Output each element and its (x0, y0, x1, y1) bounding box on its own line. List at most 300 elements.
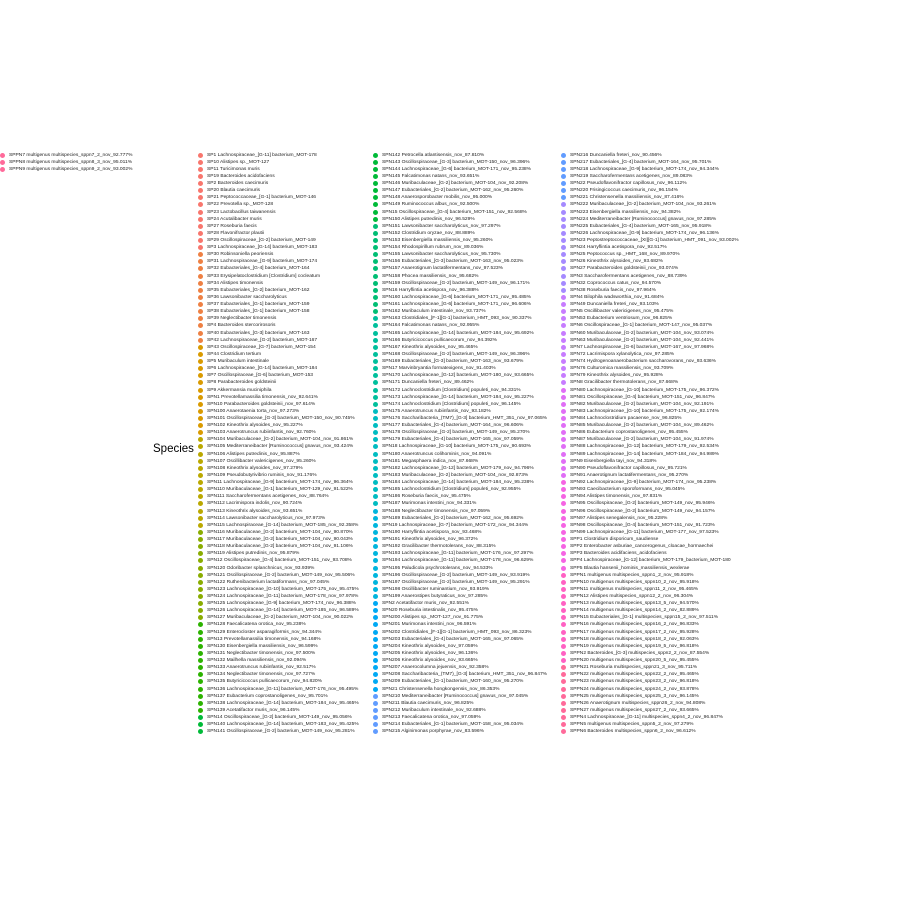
legend-item-label: SPN87 Muribaculaceae_[G-2] bacterium_MOT-104_nov_91.974% (570, 437, 714, 443)
legend-item-label: SPN143 Oscillospiraceae_[G-3] bacterium_MOT-150_nov_96.396% (382, 159, 530, 165)
legend-item (373, 294, 531, 301)
legend-item (373, 308, 486, 315)
legend-key-dot (373, 608, 378, 613)
legend-item (373, 365, 496, 372)
legend-item-label: SPN119 Alistipes putredinis_nov_95.879% (207, 551, 300, 557)
legend-item (198, 152, 317, 159)
legend-item-label: SP3 Lachnospiraceae_[G-14] bacterium_MOT-183 (207, 245, 318, 251)
legend-key-dot (373, 544, 378, 549)
legend-item-label: SPN82 Muribaculaceae_[G-2] bacterium_MOT-104_nov_92.191% (570, 401, 714, 407)
legend-item (373, 728, 484, 735)
legend-key-dot (198, 160, 203, 165)
legend-item (198, 643, 318, 650)
legend-item-label: SPN173 Lachnospiraceae_[G-14] bacterium_MOT-184_nov_95.227% (382, 394, 534, 400)
legend-item (198, 386, 271, 393)
legend-key-dot (373, 274, 378, 279)
legend-item (561, 251, 680, 258)
legend-item (373, 536, 478, 543)
legend-item (373, 287, 479, 294)
legend-key-dot (561, 224, 566, 229)
legend-key-dot (198, 202, 203, 207)
legend-key-dot (373, 373, 378, 378)
legend-key-dot (198, 210, 203, 215)
legend-key-dot (561, 687, 566, 692)
legend-item-label: SP31 Lachnospiraceae_[G-9] bacterium_MOT-174 (207, 259, 318, 265)
legend-item-label: SPN131 Neglectibacter timonensis_nov_97.500% (207, 650, 316, 656)
legend-item (561, 258, 663, 265)
legend-item-label: SPN167 Kineothrix alysoides_nov_95.465% (382, 344, 478, 350)
legend-item-label: SPN112 Lacrimispora indolis_nov_90.724% (207, 501, 303, 507)
legend-item-label: SPN129 Enterocloster asparagiformis_nov_94.344% (207, 629, 322, 635)
legend-key-dot (373, 715, 378, 720)
legend-item-label: SPPN7 multigenus multispecies_sppn7_2_nov_92.777% (9, 152, 133, 158)
legend-item-label: SPN89 Lachnospiraceae_[G-14] bacterium_MOT-184_nov_94.989% (570, 451, 719, 457)
legend-item-label: SPN18 Lachnospiraceae_[G-10] bacterium_MOT-175_nov_90.693% (382, 444, 531, 450)
legend-key-dot (198, 153, 203, 158)
legend-key-dot (373, 444, 378, 449)
legend-item (373, 600, 469, 607)
legend-item (561, 614, 718, 621)
legend-key-dot (198, 658, 203, 663)
legend-key-dot (198, 402, 203, 407)
legend-item (198, 621, 306, 628)
legend-item (198, 201, 273, 208)
legend-key-dot (561, 323, 566, 328)
legend-item-label: SPN213 Faecalicatena orotica_nov_97.059% (382, 715, 481, 721)
legend-key-dot (561, 444, 566, 449)
legend-item-label: SPN21 Christensenella hongkongensis_nov_86.353% (382, 686, 500, 692)
legend-item (373, 244, 483, 251)
legend-item-label: SPN20 Roseburia intestinalis_nov_95.475% (382, 608, 478, 614)
legend-key-dot (373, 323, 378, 328)
legend-item (198, 365, 317, 372)
legend-item (198, 678, 322, 685)
legend-item (373, 693, 528, 700)
legend-item (198, 529, 353, 536)
legend-item-label: SPN93 Caecibacterium sporoformans_nov_95.045% (570, 487, 685, 493)
legend-item-label: SPN224 Mediterraneibacter [Ruminococcus] gnavus_nov_97.285% (570, 216, 717, 222)
legend-key-dot (198, 679, 203, 684)
legend-item-label: SP22 Prevotella sp._MOT-128 (207, 202, 274, 208)
legend-item (561, 700, 705, 707)
legend-key-dot (561, 437, 566, 442)
legend-key-dot (198, 487, 203, 492)
legend-item (373, 429, 530, 436)
legend-item-label: SPN191 Kineothrix alysoides_nov_96.372% (382, 537, 478, 543)
legend-item-label: SPN180 Anaerotruncus colihominis_nov_94.091% (382, 451, 492, 457)
legend-key-dot (198, 274, 203, 279)
legend-item (373, 273, 479, 280)
legend-item-label: SPN225 Eubacteriales_[G-4] bacterium_MOT-165_nov_95.918% (570, 223, 712, 229)
legend-key-dot (198, 217, 203, 222)
legend-item-label: SPN126 Lachnospiraceae_[G-14] bacterium_MOT-185_nov_96.589% (207, 608, 359, 614)
legend-item-label: SPN185 Lachnoclostridium [Clostridium] populeti_nov_92.955% (382, 487, 521, 493)
legend-key-dot (561, 366, 566, 371)
legend-item-label: SPN136 Lachnospiraceae_[G-11] bacterium_MOT-176_nov_95.495% (207, 686, 359, 692)
legend-item (561, 443, 719, 450)
legend-item (561, 451, 719, 458)
legend-key-dot (198, 409, 203, 414)
legend-item (198, 223, 257, 230)
legend-key-dot (561, 423, 566, 428)
legend-item (373, 493, 471, 500)
legend-item (198, 287, 309, 294)
legend-item (373, 394, 534, 401)
legend-item (198, 372, 313, 379)
legend-item-label: SPN1 Prevotellamassilia timonensis_nov_92.641% (207, 394, 318, 400)
legend-item (561, 386, 719, 393)
legend-key-dot (373, 516, 378, 521)
legend-key-dot (198, 516, 203, 521)
legend-key-dot (561, 352, 566, 357)
legend-item (373, 251, 501, 258)
legend-item (198, 436, 353, 443)
legend-item (373, 707, 486, 714)
legend-item-label: SP6 Lachnospiraceae_[G-14] bacterium_MOT-184 (207, 366, 318, 372)
legend-item (198, 451, 300, 458)
legend-item-label: SPN148 Anaerosporobacter mobilis_nov_95.000% (382, 195, 493, 201)
legend-key-dot (198, 380, 203, 385)
legend-item-label: SPN32 Coprococcus catus_nov_94.570% (570, 280, 662, 286)
legend-item (373, 372, 534, 379)
legend-key-dot (373, 587, 378, 592)
legend-item-label: SPN135 Butyricicoccus pullicaecorum_nov_94.820% (207, 679, 322, 685)
legend-item-label: SPP3 Bacteroides acidifaciens_acidofaciens (570, 551, 667, 557)
legend-key-dot (561, 715, 566, 720)
legend-item (561, 216, 716, 223)
legend-key-dot (561, 345, 566, 350)
legend-item (561, 273, 687, 280)
legend-key-dot (373, 409, 378, 414)
legend-item-label: SPN106 Alistipes putredinis_nov_95.887% (207, 451, 300, 457)
legend-key-dot (198, 708, 203, 713)
legend-key-dot (373, 188, 378, 193)
legend-key-dot (198, 395, 203, 400)
legend-item-label: SPPN9 multigenus multispecies_sppn9_2_nov_93.002% (9, 166, 133, 172)
legend-item (561, 564, 689, 571)
legend-item (373, 436, 523, 443)
legend-item (561, 372, 663, 379)
legend-item-label: SPN110 Muribaculaceae_[G-1] bacterium_MOT-129_nov_91.522% (207, 487, 353, 493)
legend-item (561, 607, 699, 614)
legend-key-dot (373, 672, 378, 677)
legend-item-label: SPN184 Lachnospiraceae_[G-14] bacterium_MOT-184_nov_95.238% (382, 480, 534, 486)
legend-item-label: SPN205 Kineothrix alysoides_nov_96.136% (382, 650, 478, 656)
legend-key-dot (373, 601, 378, 606)
legend-item-label: SP32 Eubacteriales_[G-4] bacterium_MOT-164 (207, 266, 310, 272)
legend-item-label: SPN176 Saccharibacteria_(TM7)_[G-3] bacterium_HMT_351_nov_97.065% (382, 415, 548, 421)
legend-key-dot (198, 615, 203, 620)
legend-item-label: SPPN5 multigenus multispecies_sppn5_2_nov_97.279% (570, 722, 694, 728)
legend-key-dot (373, 245, 378, 250)
legend-item-label: SPN168 Oscillospiraceae_[G-2] bacterium_MOT-149_nov_96.396% (382, 351, 530, 357)
legend-item-label: SPN85 Muribaculaceae_[G-2] bacterium_MOT-104_nov_89.462% (570, 423, 714, 429)
legend-key-dot (561, 259, 566, 264)
legend-item-label: SPN179 Eubacteriales_[G-4] bacterium_MOT-165_nov_97.059% (382, 437, 524, 443)
legend-key-dot (373, 630, 378, 635)
legend-key-dot (198, 423, 203, 428)
legend-key-dot (373, 480, 378, 485)
legend-item-label: SPPN11 multigenus multispecies_sppn11_2_nov_95.465% (570, 586, 699, 592)
legend-key-dot (561, 466, 566, 471)
legend-item-label: SP29 Oscillospiraceae_[G-2] bacterium_MOT-149 (207, 237, 316, 243)
legend-item-label: SPPN22 multigenus multispecies_sppn22_2_nov_95.465% (570, 672, 699, 678)
legend-key-dot (198, 672, 203, 677)
legend-item-label: SPPN13 multigenus multispecies_sppn13_5_nov_94.570% (570, 601, 699, 607)
legend-item-label: SPN111 Saccharofermentans acetigenes_nov_88.764% (207, 494, 329, 500)
legend-key-dot (561, 210, 566, 215)
legend-item (561, 379, 678, 386)
legend-item (561, 629, 699, 636)
legend-key-dot (373, 259, 378, 264)
legend-item-label: SP30 Robinsoniella peoriensis (207, 252, 274, 258)
legend-item (198, 465, 303, 472)
legend-item-label: SPN63 Muribaculaceae_[G-2] bacterium_MOT-104_nov_92.441% (570, 337, 714, 343)
legend-item (198, 394, 318, 401)
legend-item-label: SPPN12 Alistipes multispecies_sppn12_2_nov_96.304% (570, 593, 694, 599)
legend-item-label: SPN139 Acetatifactor muris_nov_96.145% (207, 707, 300, 713)
legend-item (198, 550, 299, 557)
legend-item-label: SPPN8 multigenus multispecies_sppn8_3_nov_95.011% (9, 159, 133, 165)
legend-item-label: SPN24 Harryflintia acetispora_nov_92.517% (570, 245, 667, 251)
legend-item (198, 728, 355, 735)
legend-item-label: SPPN19 multigenus multispecies_sppn19_5_nov_96.818% (570, 643, 699, 649)
legend-key-dot (561, 380, 566, 385)
legend-item-label: SP2 Bacteroides caecimuris (207, 181, 269, 187)
legend-item-label: SPN163 Clostridiales_[F-1][G-1] bacterium_HMT_093_nov_90.337% (382, 316, 532, 322)
legend-key-dot (373, 309, 378, 314)
legend-item-label: SPN114 Lawsonibacter saccharolyticus_nov_97.973% (207, 515, 326, 521)
legend-item-label: SPN221 Christensenella massiliensis_nov_87.416% (570, 195, 684, 201)
legend-item-label: SPN203 Eubacteriales_[G-4] bacterium_MOT-165_nov_97.065% (382, 636, 524, 642)
legend-item (373, 216, 475, 223)
legend-item (198, 159, 269, 166)
legend-item (198, 650, 315, 657)
legend-item (373, 621, 476, 628)
legend-item-label: SPN104 Muribaculaceae_[G-2] bacterium_MOT-104_nov_91.861% (207, 437, 354, 443)
legend-item-label: SP36 Lawsonibacter saccharolyticus (207, 294, 287, 300)
legend-key-dot (561, 637, 566, 642)
legend-item (198, 280, 263, 287)
legend-item (198, 629, 321, 636)
legend-key-dot (561, 181, 566, 186)
legend-item (373, 686, 499, 693)
legend-item-label: SPPN27 multigenus multispecies_sppn27_2_nov_93.665% (570, 707, 699, 713)
legend-key-dot (373, 153, 378, 158)
legend-item-label: SPN26 Kineothrix alysoides_nov_93.682% (570, 259, 663, 265)
legend-item-label: SPN153 Eisenbergiella massiliensis_nov_95.260% (382, 237, 493, 243)
legend-item-label: SPN186 Roseburia faecis_nov_95.475% (382, 494, 471, 500)
legend-item (561, 557, 731, 564)
legend-key-dot (561, 551, 566, 556)
legend-item (561, 486, 685, 493)
legend-item (198, 187, 260, 194)
legend-item (198, 543, 353, 550)
legend-item (373, 337, 497, 344)
legend-item (198, 265, 309, 272)
legend-title: Species (153, 443, 194, 455)
legend-item (373, 465, 534, 472)
legend-key-dot (198, 537, 203, 542)
legend-key-dot (561, 331, 566, 336)
legend-item-label: SPPN16 multigenus multispecies_sppn16_2_nov_96.833% (570, 622, 699, 628)
legend-key-dot (198, 231, 203, 236)
legend-key-dot (561, 316, 566, 321)
legend-key-dot (561, 480, 566, 485)
legend-key-dot (561, 601, 566, 606)
legend-key-dot (198, 444, 203, 449)
legend-key-dot (561, 701, 566, 706)
legend-item (561, 223, 711, 230)
legend-item-label: SPN212 Muribaculum intestinale_nov_92.688% (382, 707, 486, 713)
legend-item (561, 671, 699, 678)
legend-key-dot (373, 487, 378, 492)
legend-item (561, 358, 716, 365)
legend-item (561, 678, 699, 685)
legend-key-dot (198, 573, 203, 578)
legend-item-label: SPN216 Duncaniella freteri_nov_90.456% (570, 152, 662, 158)
legend-item (198, 486, 353, 493)
legend-item (373, 315, 532, 322)
legend-key-dot (561, 373, 566, 378)
legend-item-label: SPN76 Culturomica massiliensis_nov_93.709% (570, 366, 674, 372)
legend-item-label: SPN9 Eisenbergiella tayi_nov_94.318% (570, 458, 657, 464)
legend-item-label: SPN164 Falcatimonas natans_nov_92.955% (382, 323, 480, 329)
legend-item-label: SPP2 Enterobacter asburiae_cancerogenus_cloacae_hormaechei (570, 544, 714, 550)
legend-item (561, 643, 699, 650)
legend-item-label: SPN90 Pseudoflavonifractor capillosus_nov_95.721% (570, 465, 687, 471)
legend-item-label: SPN130 Eisenbergiella massiliensis_nov_96.599% (207, 643, 318, 649)
legend-item-label: SP7 Oscillospiraceae_[G-6] bacterium_MOT-153 (207, 373, 314, 379)
legend-key-dot (198, 459, 203, 464)
legend-item (561, 500, 715, 507)
legend-item (561, 194, 684, 201)
legend-key-dot (0, 160, 5, 165)
legend-item (373, 166, 531, 173)
legend-key-dot (198, 566, 203, 571)
legend-key-dot (373, 202, 378, 207)
legend-key-dot (561, 153, 566, 158)
legend-key-dot (561, 302, 566, 307)
legend-item-label: SPN99 Lachnospiraceae_[G-11] bacterium_MOT-177_nov_97.523% (570, 529, 719, 535)
legend-key-dot (198, 466, 203, 471)
legend-item (198, 429, 316, 436)
legend-key-dot (373, 224, 378, 229)
legend-key-dot (198, 366, 203, 371)
legend-item-label: SPN12 Oscillospiraceae_[G-4] bacterium_MOT-151_nov_93.708% (207, 558, 352, 564)
legend-item (198, 500, 302, 507)
legend-item (561, 579, 699, 586)
legend-key-dot (561, 473, 566, 478)
legend-item-label: SP1 Lachnospiraceae_[G-11] bacterium_MOT-178 (207, 152, 317, 158)
legend-item (561, 422, 714, 429)
legend-key-dot (373, 380, 378, 385)
legend-item-label: SP42 Lachnospiraceae_[G-2] bacterium_MOT-167 (207, 337, 318, 343)
legend-item-label: SPN158 Phocea massiliensis_nov_95.682% (382, 273, 479, 279)
legend-item-label: SPN105 Mediterraneibacter [Ruminococcus] gnavus_nov_93.424% (207, 444, 354, 450)
legend-item-label: SPN199 Anaerostipes butyraticus_nov_97.285% (382, 593, 488, 599)
legend-key-dot (373, 437, 378, 442)
legend-item (373, 579, 530, 586)
legend-item-label: SPN206 Kineothrix alysoides_nov_93.665% (382, 658, 478, 664)
legend-key-dot (373, 658, 378, 663)
legend-item-label: SPN190 Harryflintia acetispora_nov_93.468% (382, 529, 482, 535)
legend-item (561, 515, 667, 522)
legend-key-dot (373, 238, 378, 243)
legend-key-dot (561, 295, 566, 300)
legend-key-dot (373, 338, 378, 343)
legend-item-label: SP37 Eubacteriales_[G-1] bacterium_MOT-159 (207, 302, 310, 308)
legend-key-dot (373, 622, 378, 627)
legend-item-label: SPN194 Lachnospiraceae_[G-11] bacterium_MOT-178_nov_96.629% (382, 558, 534, 564)
legend-item (373, 458, 478, 465)
legend-key-dot (561, 509, 566, 514)
legend-key-dot (0, 167, 5, 172)
legend-item (198, 600, 356, 607)
legend-key-dot (373, 295, 378, 300)
legend-key-dot (198, 167, 203, 172)
legend-item-label: SP23 Lactobacillus taiwanensis (207, 209, 276, 215)
legend-item-label: SPPN24 multigenus multispecies_sppn24_2_nov_93.878% (570, 686, 699, 692)
legend-item (561, 244, 667, 251)
legend-key-dot (561, 459, 566, 464)
legend-item-label: SPN125 Lachnospiraceae_[G-9] bacterium_MOT-174_nov_96.388% (207, 601, 356, 607)
legend-item (198, 194, 316, 201)
legend-item-label: SPN6 Oscillospiraceae_[G-1] bacterium_MOT-147_nov_95.037% (570, 323, 713, 329)
legend-item (198, 593, 358, 600)
legend-item (198, 408, 299, 415)
legend-item-label: SPN175 Anaerotruncus rubiinfantis_nov_93.182% (382, 408, 491, 414)
legend-item-label: SP35 Eubacteriales_[G-2] bacterium_MOT-162 (207, 287, 310, 293)
legend-key-dot (198, 594, 203, 599)
legend-item (198, 664, 316, 671)
legend-item (561, 657, 699, 664)
legend-item-label: SPPN26 Anaerotignum multispecies_sppn26_2_nov_94.808% (570, 700, 706, 706)
legend-item (373, 472, 528, 479)
legend-key-dot (198, 601, 203, 606)
legend-item (373, 508, 490, 515)
legend-item (561, 436, 714, 443)
legend-item (561, 152, 662, 159)
legend-key-dot (373, 174, 378, 179)
legend-item-label: SPN128 Faecalicatena orotica_nov_95.238% (207, 622, 306, 628)
legend-key-dot (561, 494, 566, 499)
legend-key-dot (198, 181, 203, 186)
legend-item (373, 187, 523, 194)
legend-item (561, 479, 716, 486)
legend-item (198, 301, 309, 308)
legend-item-label: SPN4 Bilophila wadsworthia_nov_91.684% (570, 294, 664, 300)
legend-key-dot (198, 509, 203, 514)
legend-item (561, 728, 696, 735)
legend-item-label: SPPN21 Roseburia multispecies_sppn21_3_nov_95.711% (570, 665, 698, 671)
legend-item (561, 686, 699, 693)
legend-key-dot (373, 388, 378, 393)
legend-key-dot (561, 516, 566, 521)
legend-item (373, 173, 479, 180)
legend-key-dot (561, 395, 566, 400)
legend-key-dot (198, 523, 203, 528)
legend-key-dot (561, 580, 566, 585)
legend-item-label: SPN161 Lachnospiraceae_[G-6] bacterium_MOT-171_nov_96.606% (382, 302, 531, 308)
legend-key-dot (561, 594, 566, 599)
legend-item (561, 529, 719, 536)
legend-key-dot (198, 494, 203, 499)
legend-item (561, 593, 693, 600)
legend-item-label: SPN165 Lachnospiraceae_[G-14] bacterium_MOT-184_nov_95.692% (382, 330, 534, 336)
legend-item (561, 707, 699, 714)
legend-item-label: SPN91 Anaerotignum lactatifermentans_nov_95.270% (570, 472, 689, 478)
